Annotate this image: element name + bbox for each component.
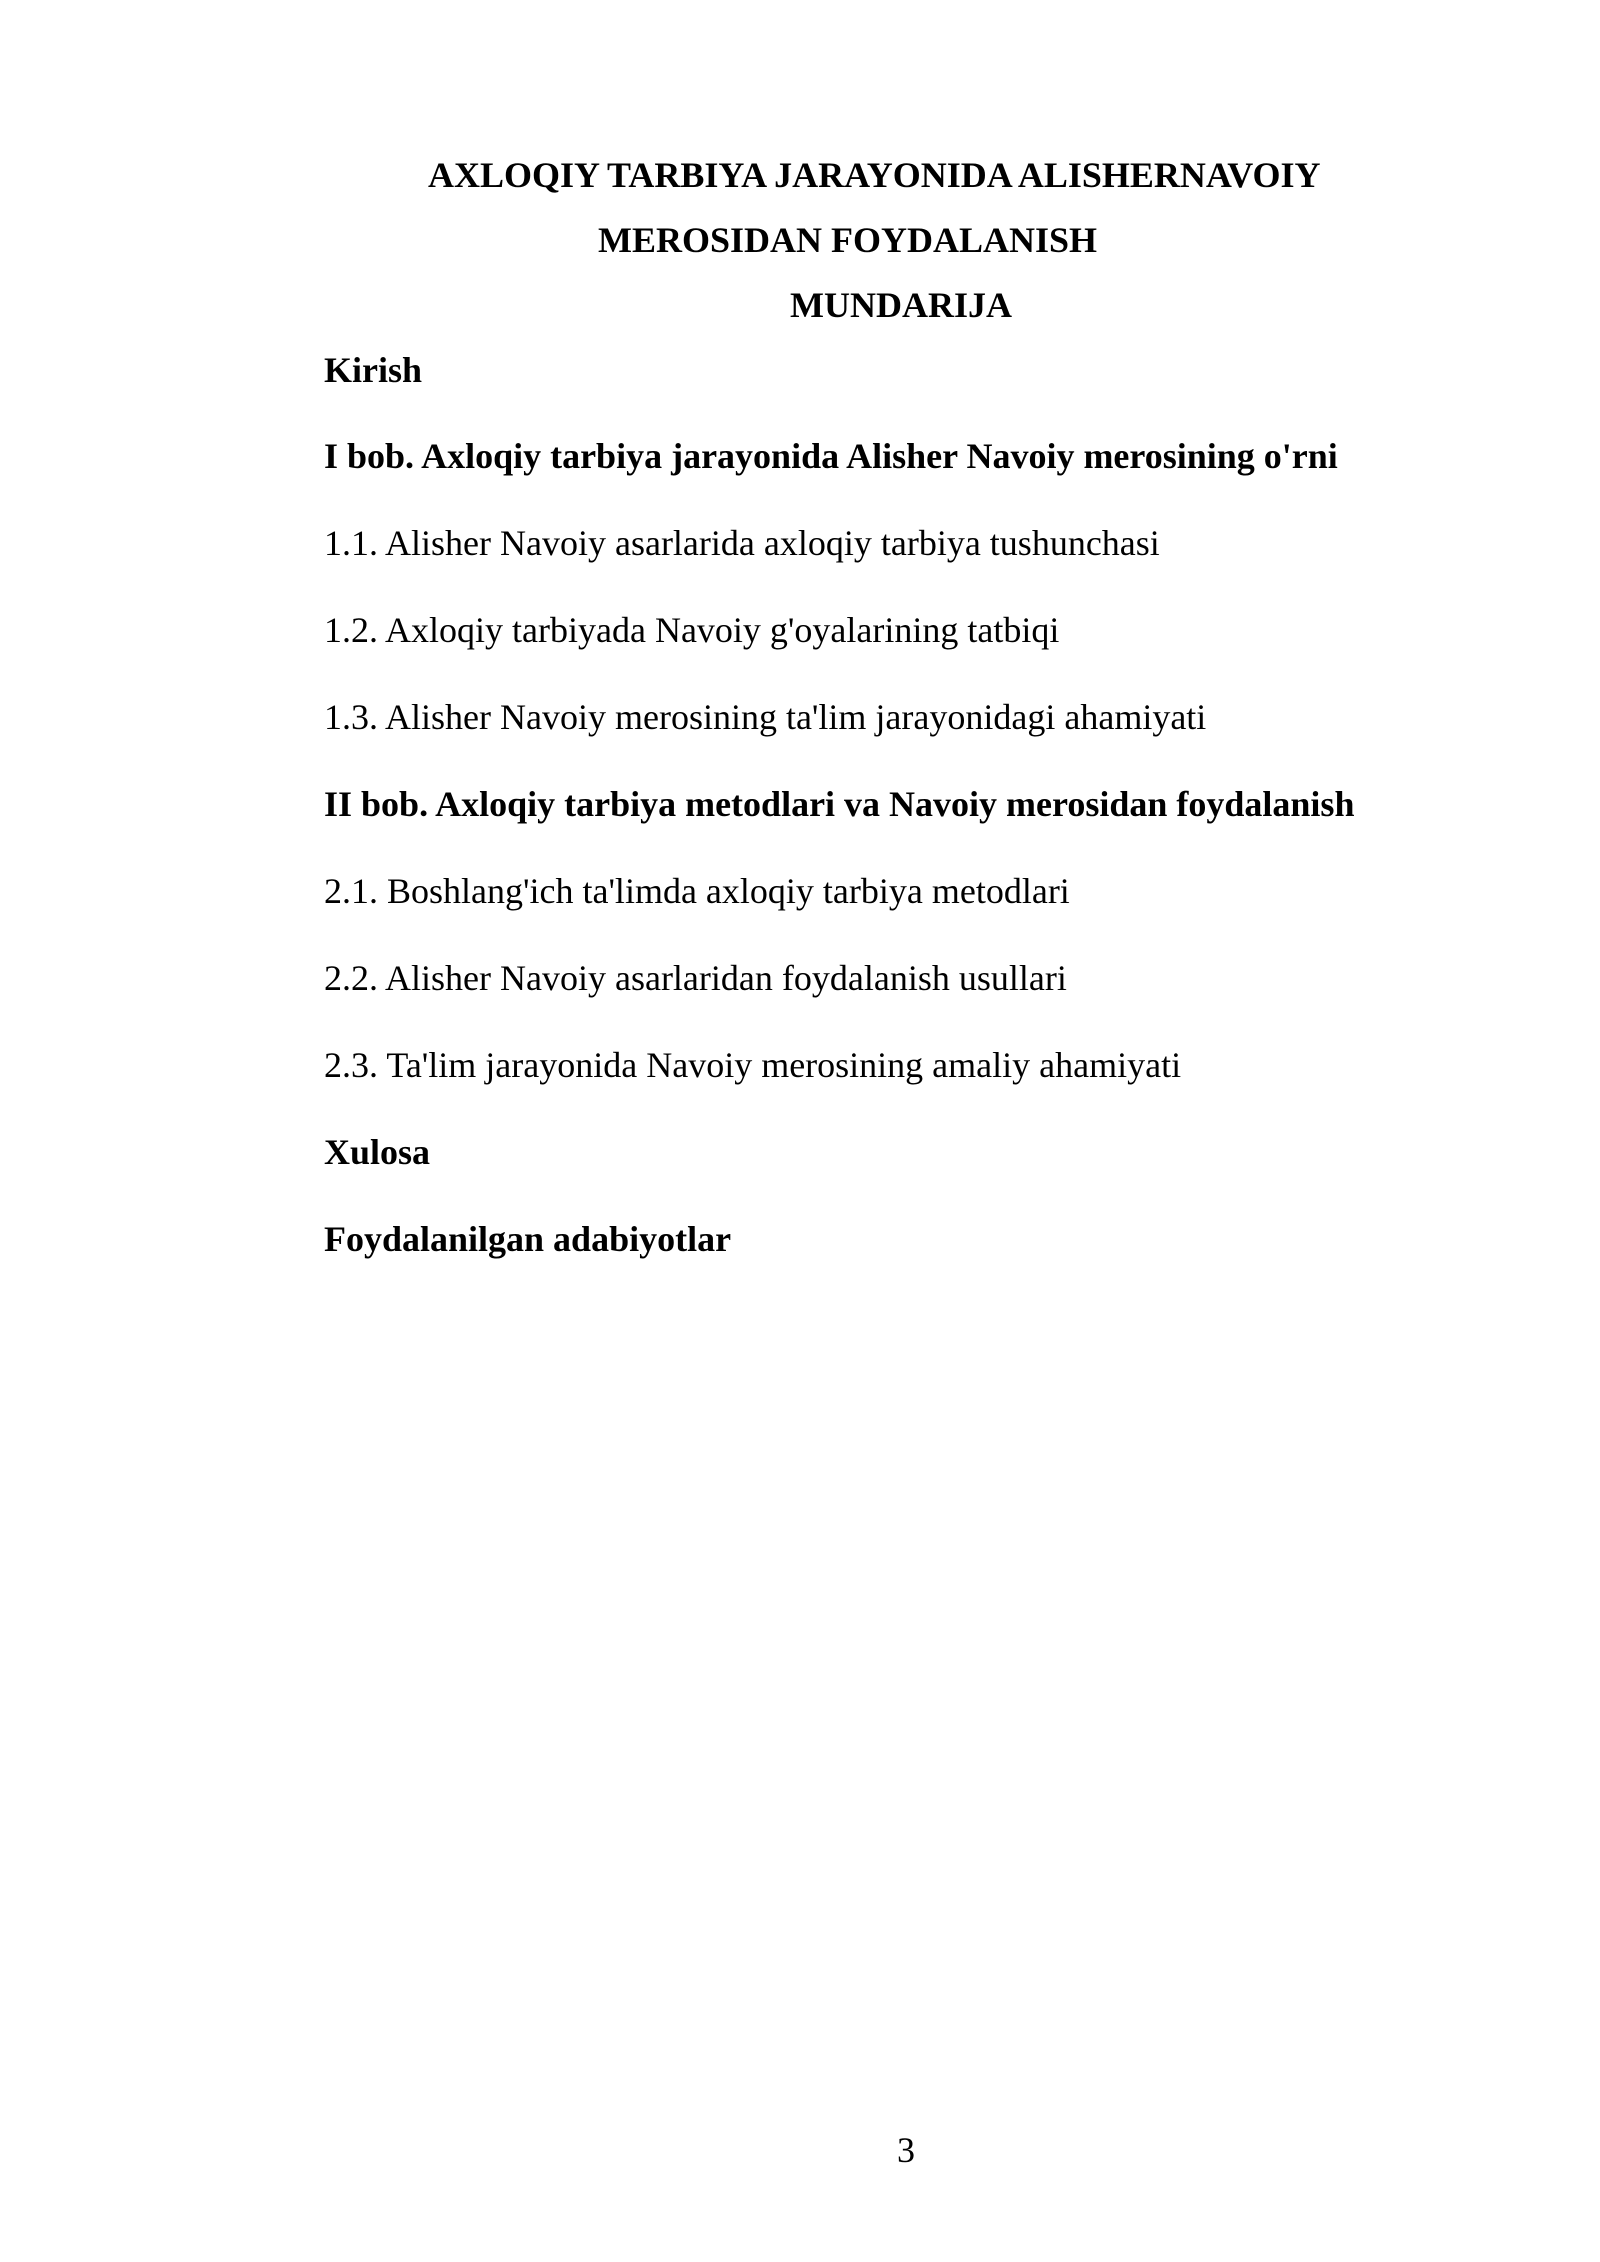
contents-heading: MUNDARIJA: [790, 285, 1012, 325]
toc-entry-section-1-3: 1.3. Alisher Navoiy merosining ta'lim jarayonidagi ahamiyati: [324, 697, 1207, 737]
toc-entry-section-2-3: 2.3. Ta'lim jarayonida Navoiy merosining amaliy ahamiyati: [324, 1045, 1182, 1085]
toc-entry-section-1-2: 1.2. Axloqiy tarbiyada Navoiy g'oyalarining tatbiqi: [324, 610, 1060, 650]
toc-entry-section-2-1: 2.1. Boshlang'ich ta'limda axloqiy tarbiya metodlari: [324, 871, 1070, 911]
toc-entry-chapter-1: I bob. Axloqiy tarbiya jarayonida Alisher Navoiy merosining o'rni: [324, 436, 1338, 476]
toc-entry-introduction: Kirish: [324, 350, 423, 390]
table-of-contents: [324, 344, 1504, 1300]
toc-entry-references: Foydalanilgan adabiyotlar: [324, 1219, 732, 1259]
toc-entry-chapter-2: II bob. Axloqiy tarbiya metodlari va Navoiy merosidan foydalanish: [324, 784, 1355, 824]
page-number: 3: [897, 2130, 915, 2170]
document-title-line-2: MEROSIDAN FOYDALANISH: [598, 220, 1098, 260]
toc-entry-section-1-1: 1.1. Alisher Navoiy asarlarida axloqiy tarbiya tushunchasi: [324, 523, 1160, 563]
document-title-line-1: AXLOQIY TARBIYA JARAYONIDA ALISHERNAVOIY: [428, 155, 1321, 195]
toc-entry-section-2-2: 2.2. Alisher Navoiy asarlaridan foydalanish usullari: [324, 958, 1067, 998]
toc-entry-conclusion: Xulosa: [324, 1132, 431, 1172]
